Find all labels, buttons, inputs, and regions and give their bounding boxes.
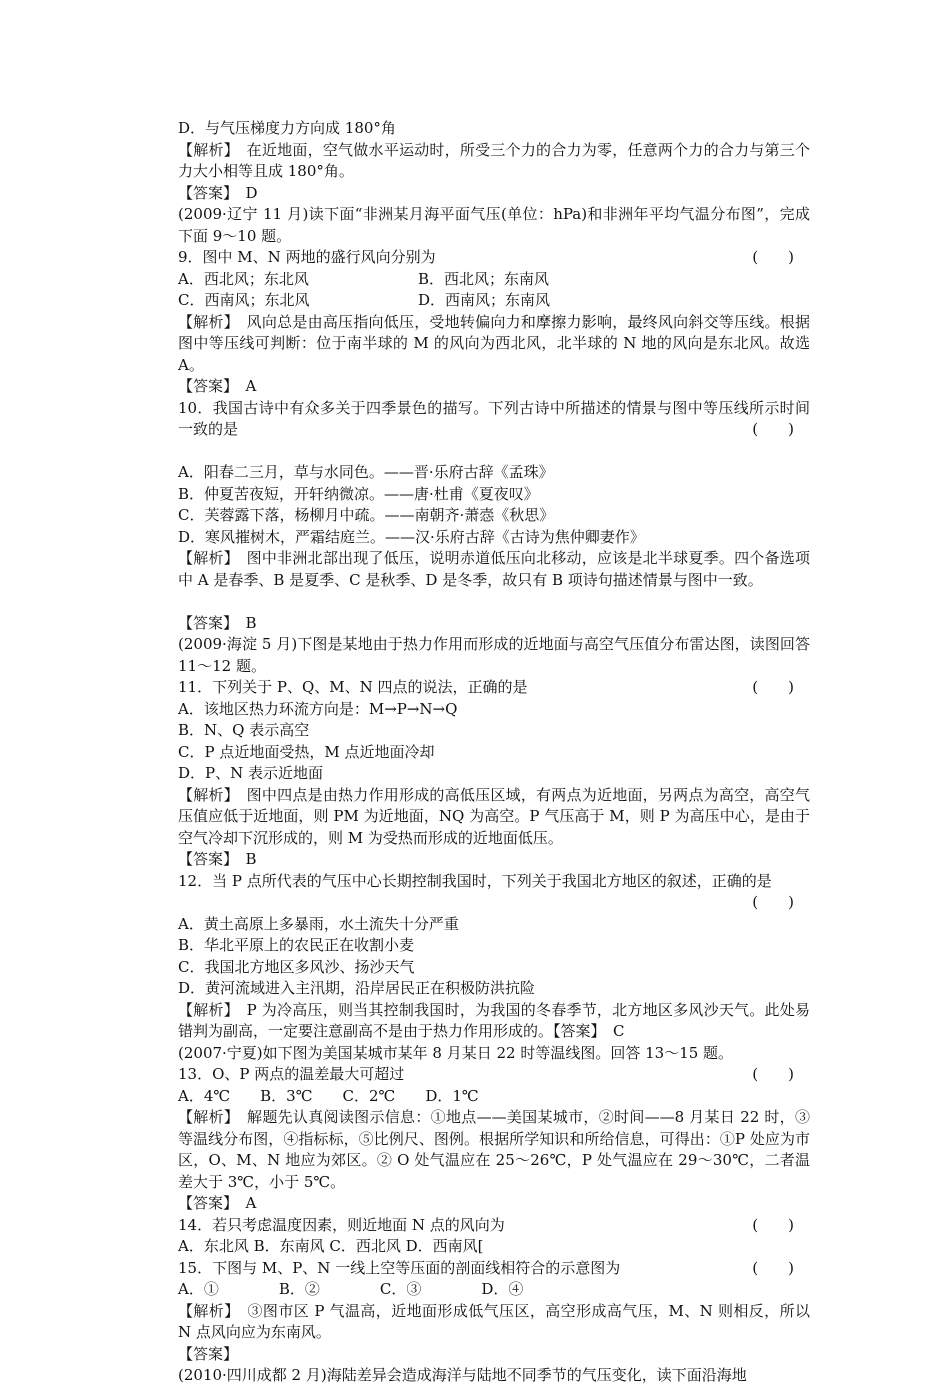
option-c: C．我国北方地区多风沙、扬沙天气	[178, 957, 415, 976]
question-11	[146, 677, 810, 699]
option-a: A．阳春二三月，草与水同色。——晋·乐府古辞《孟珠》	[178, 463, 554, 481]
answer-bracket: ( )	[752, 420, 794, 438]
option-c: C．芙蓉露下落，杨柳月中疏。——南朝齐·萧悫《秋思》	[178, 506, 555, 524]
option-c: C．③	[379, 1280, 422, 1298]
option-d: D．西南风；东南风	[418, 291, 551, 309]
intro-paragraph: (2009·海淀 5 月)下图是某地由于热力作用而形成的近地面与高空气压值分布雷达图，读图回答 11～12 题。	[178, 635, 810, 675]
question-text: 13．O、P 两点的温差最大可超过	[178, 1065, 405, 1083]
option-d: D．P、N 表示近地面	[178, 764, 324, 782]
answer-line: 【答案】 B	[178, 850, 257, 868]
option-d: D．1℃	[425, 1086, 479, 1105]
question-text: 12．当 P 点所代表的气压中心长期控制我国时，下列关于我国北方地区的叙述，正确的是	[178, 871, 772, 890]
option-c: C．P 点近地面受热，M 点近地面冷却	[178, 742, 435, 761]
question-text: 10．我国古诗中有众多关于四季景色的描写。下列古诗中所描述的情景与图中等压线所示时间一致的是	[178, 398, 810, 438]
intro-paragraph: (2009·辽宁 11 月)读下面“非洲某月海平面气压(单位：hPa)和非洲年平均气温分布图”，完成下面 9～10 题。	[178, 205, 810, 245]
question-text: 11．下列关于 P、Q、M、N 四点的说法，正确的是	[178, 678, 528, 696]
options-row	[146, 1279, 810, 1301]
explanation-paragraph: 【解析】 图中非洲北部出现了低压，说明赤道低压向北移动，应该是北半球夏季。四个备选项中 A 是春季、B 是夏季、C 是秋季、D 是冬季，故只有 B 项诗句描述情景与图中一致。	[178, 549, 810, 589]
answer-bracket: ( )	[752, 678, 794, 696]
question-13	[146, 1064, 810, 1086]
option-d: D．黄河流域进入主汛期，沿岸居民正在积极防洪抗险	[178, 979, 536, 997]
option-d: D．④	[481, 1280, 524, 1298]
option-a: A．西北风；东北风	[178, 269, 309, 288]
question-10	[146, 398, 810, 463]
answer-line: 【答案】 A	[178, 1194, 257, 1212]
option-a: A．①	[178, 1280, 219, 1298]
answer-line: 【答案】 D	[178, 183, 258, 202]
options-row: A．东北风 B．东南风 C．西北风 D．西南风[	[178, 1237, 484, 1255]
options-row	[146, 269, 810, 291]
option-a: A．该地区热力环流方向是：M→P→N→Q	[178, 699, 458, 718]
explanation-paragraph: 【解析】 在近地面，空气做水平运动时，所受三个力的合力为零，任意两个力的合力与第三个力大小相等且成 180°角。	[178, 140, 810, 180]
option-a: A．黄土高原上多暴雨，水土流失十分严重	[178, 914, 459, 933]
answer-bracket: ( )	[752, 248, 794, 266]
option-c: C．2℃	[342, 1086, 396, 1105]
option-line: D．与气压梯度力方向成 180°角	[178, 119, 396, 137]
document-page	[146, 118, 810, 1387]
answer-line: 【答案】 A	[178, 377, 257, 395]
intro-paragraph: (2007·宁夏)如下图为美国某城市某年 8 月某日 22 时等温线图。回答 13～15 题。	[178, 1043, 734, 1062]
question-text: 15．下图与 M、P、N 一线上空等压面的剖面线相符合的示意图为	[178, 1258, 621, 1277]
option-b: B．N、Q 表示高空	[178, 721, 310, 739]
option-b: B．②	[278, 1280, 320, 1298]
option-d: D．寒风摧树木，严霜结庭兰。——汉·乐府古辞《古诗为焦仲卿妻作》	[178, 527, 645, 546]
question-15	[146, 1258, 810, 1280]
explanation-paragraph: 【解析】 解题先认真阅读图示信息：①地点——美国某城市，②时间——8 月某日 22 时，③等温线分布图，④指标标，⑤比例尺、图例。根据所学知识和所给信息，可得出：①P 处应为市区，O、M、N 地应为郊区。② O 处气温应在 25～26℃，P 处气温应在 29～30℃，二者温差大于 3℃，小于 5℃。	[178, 1108, 810, 1191]
explanation-paragraph: 【解析】 风向总是由高压指向低压，受地转偏向力和摩擦力影响，最终风向斜交等压线。根据图中等压线可判断：位于南半球的 M 的风向为西北风，北半球的 N 地的风向是东北风。故选 A。	[178, 312, 810, 374]
option-b: B．仲夏苦夜短，开轩纳微凉。——唐·杜甫《夏夜叹》	[178, 484, 539, 503]
explanation-paragraph: 【解析】 P 为冷高压，则当其控制我国时，为我国的冬春季节，北方地区多风沙天气。此处易错判为副高，一定要注意副高不是由于热力作用形成的。【答案】 C	[178, 1000, 810, 1040]
options-row	[146, 1086, 810, 1108]
answer-bracket: ( )	[752, 1258, 794, 1277]
question-text: 14．若只考虑温度因素，则近地面 N 点的风向为	[178, 1215, 505, 1234]
explanation-paragraph: 【解析】 ③图市区 P 气温高，近地面形成低气压区，高空形成高气压，M、N 则相反，所以 N 点风向应为东南风。	[178, 1301, 810, 1341]
question-12	[146, 871, 810, 914]
answer-bracket: ( )	[752, 893, 794, 911]
answer-bracket: ( )	[752, 1215, 794, 1234]
option-a: A．4℃	[178, 1086, 231, 1105]
options-row	[146, 290, 810, 312]
option-b: B．华北平原上的农民正在收割小麦	[178, 936, 415, 954]
answer-line: 【答案】	[178, 1344, 239, 1363]
intro-paragraph: (2010·四川成都 2 月)海陆差异会造成海洋与陆地不同季节的气压变化，读下面沿海地	[178, 1366, 747, 1384]
option-c: C．西南风；东北风	[178, 291, 310, 309]
question-9	[146, 247, 810, 269]
answer-line: 【答案】 B	[178, 613, 257, 632]
option-b: B．西北风；东南风	[418, 269, 550, 288]
answer-bracket: ( )	[752, 1065, 794, 1083]
option-b: B．3℃	[260, 1086, 313, 1105]
question-text: 9．图中 M、N 两地的盛行风向分别为	[178, 248, 436, 266]
explanation-paragraph: 【解析】 图中四点是由热力作用形成的高低压区域，有两点为近地面，另两点为高空，高空气压值应低于近地面，则 PM 为近地面，NQ 为高空。P 气压高于 M，则 P 为高压中心，是由于空气冷却下沉形成的，则 M 为受热而形成的近地面低压。	[178, 785, 810, 847]
question-14	[146, 1215, 810, 1237]
